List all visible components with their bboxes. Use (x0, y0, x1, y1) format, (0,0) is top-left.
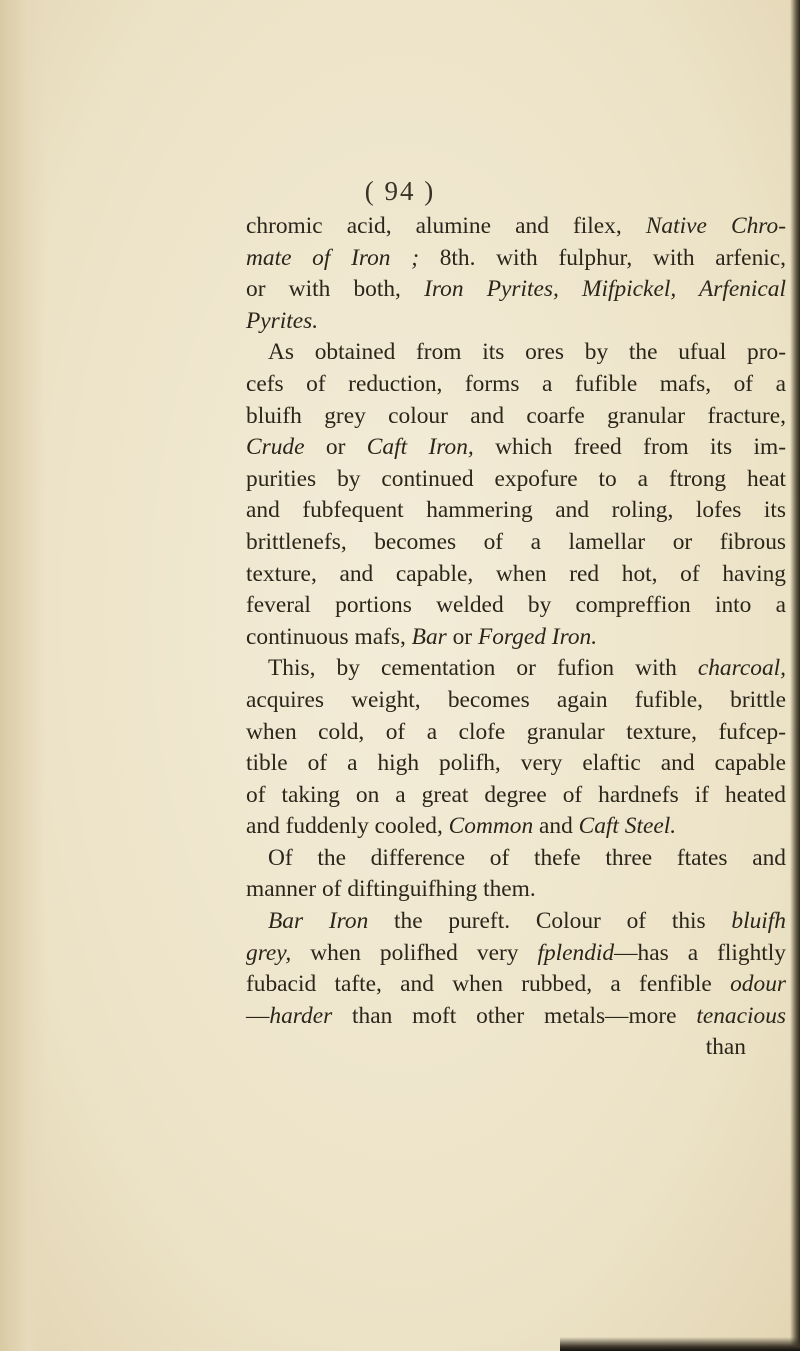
italic-run: Crude (246, 434, 305, 461)
text-line (246, 211, 786, 243)
text-run: which freed from its im- (473, 434, 787, 461)
text-run: or with both, (246, 276, 425, 303)
page-number: ( 94 ) (364, 176, 436, 206)
text-line (246, 464, 786, 496)
text-run: manner of diftinguifhing them. (246, 876, 536, 903)
text-run: As obtained from its ores by the ufual pro- (268, 339, 786, 366)
text-line (246, 906, 786, 938)
text-run: when cold, of a clofe granular texture, fufcep- (246, 718, 786, 745)
body-text (246, 211, 786, 1064)
text-run: and fuddenly cooled, (246, 813, 449, 840)
italic-run: bluifh (731, 908, 786, 935)
text-line (246, 748, 786, 780)
text-run: than (705, 1034, 746, 1061)
text-run: —has a flightly (614, 939, 786, 966)
text-line (246, 369, 786, 401)
text-line (246, 559, 786, 591)
text-run: texture, and capable, when red hot, of having (246, 560, 786, 587)
text-run: chromic acid, alumine and filex, (246, 213, 646, 239)
text-run: purities by continued expofure to a ftrong heat (246, 465, 786, 492)
text-line (246, 969, 786, 1001)
text-run: 8th. with fulphur, with arfenic, (419, 244, 786, 271)
text-run: continuous mafs, (246, 623, 412, 650)
text-run: of taking on a great degree of hardnefs if heated (246, 781, 786, 808)
text-line (246, 527, 786, 559)
text-line (246, 811, 786, 843)
text-run: fubacid tafte, and when rubbed, a fenfible (246, 971, 731, 998)
text-run: This, by cementation or fufion with (268, 655, 698, 682)
italic-run: Bar (411, 623, 447, 650)
text-run: when polifhed very (291, 939, 538, 966)
text-line (246, 337, 786, 369)
text-line (246, 653, 786, 685)
text-run: brittlenefs, becomes of a lamellar or fibrous (246, 528, 786, 555)
text-line (246, 274, 786, 306)
text-line (246, 874, 786, 906)
catchword (246, 1032, 786, 1064)
text-run: — (246, 1002, 270, 1029)
text-run: bluifh grey colour and coarfe granular fracture, (246, 402, 786, 429)
italic-run: tenacious (696, 1002, 786, 1029)
italic-run: charcoal, (697, 655, 786, 682)
text-run: and fubfequent hammering and roling, lofes its (246, 497, 786, 524)
italic-run: grey, (246, 939, 292, 966)
italic-run: Caft Steel. (578, 813, 677, 840)
italic-run: Iron Pyrites, Mifpickel, Arfenical (424, 276, 786, 303)
text-line (246, 843, 786, 875)
text-line (246, 1001, 786, 1033)
italic-run: Forged Iron. (477, 623, 598, 650)
text-line (246, 938, 786, 970)
text-line (246, 717, 786, 749)
page-edge-bottom (560, 1337, 800, 1351)
text-line (246, 495, 786, 527)
text-run: tible of a high polifh, very elaftic and capable (246, 750, 786, 777)
text-line (246, 243, 786, 275)
italic-run: Bar Iron (268, 908, 369, 935)
italic-run: Common (448, 813, 534, 840)
text-line (246, 306, 786, 338)
text-run: feveral portions welded by compreffion into a (246, 592, 786, 619)
italic-run: Native Chro- (645, 213, 786, 239)
text-run: or (304, 434, 367, 461)
text-line (246, 590, 786, 622)
text-line (246, 401, 786, 433)
text-run: and (533, 813, 579, 840)
italic-run: harder (269, 1002, 333, 1029)
text-run: or (446, 623, 478, 650)
text-run: than moft other metals—more (332, 1002, 697, 1029)
text-line (246, 432, 786, 464)
text-run: the pureft. Colour of this (368, 908, 732, 935)
text-run: acquires weight, becomes again fufible, brittle (246, 686, 786, 713)
text-line (246, 685, 786, 717)
text-run: cefs of reduction, forms a fufible mafs, of a (246, 370, 786, 397)
italic-run: mate of Iron ; (246, 244, 419, 271)
italic-run: odour (730, 971, 786, 998)
text-line (246, 780, 786, 812)
italic-run: fplendid (537, 939, 615, 966)
italic-run: Caft Iron, (366, 434, 474, 461)
text-line (246, 622, 786, 654)
text-run: Of the difference of thefe three ftates and (268, 844, 786, 871)
italic-run: Pyrites. (246, 307, 319, 334)
